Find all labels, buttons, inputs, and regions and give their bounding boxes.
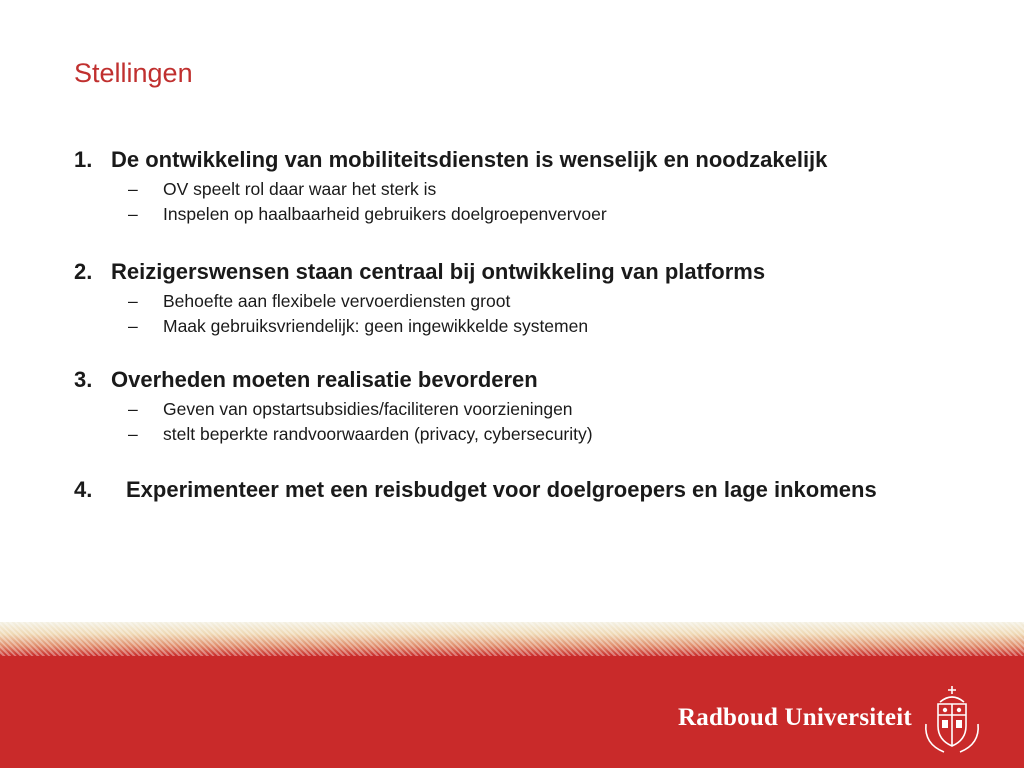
- radboud-seal-icon: [918, 680, 986, 756]
- sub-point: – Geven van opstartsubsidies/faciliteren voorzieningen: [128, 399, 573, 419]
- sub-point: – Maak gebruiksvriendelijk: geen ingewikkelde systemen: [128, 316, 589, 336]
- sub-point: – Behoefte aan flexibele vervoerdiensten groot: [128, 291, 511, 311]
- statement-number: 2.: [74, 259, 93, 284]
- statement-2: [74, 257, 974, 339]
- statement-text: Overheden moeten realisatie bevorderen: [111, 367, 538, 392]
- statements-list: [74, 145, 974, 505]
- statement-number: 3.: [74, 367, 93, 392]
- sub-point: – stelt beperkte randvoorwaarden (privacy, cybersecurity): [128, 424, 593, 444]
- statement-number: 1.: [74, 147, 93, 172]
- sub-point: – Inspelen op haalbaarheid gebruikers doelgroepenvervoer: [128, 204, 607, 224]
- slide-title: Stellingen: [74, 58, 193, 88]
- sub-point: – OV speelt rol daar waar het sterk is: [128, 179, 437, 199]
- statement-text: Experimenteer met een reisbudget voor doelgroepers en lage inkomens: [126, 477, 877, 502]
- statement-1: [74, 145, 974, 227]
- footer-stripes: [0, 622, 1024, 656]
- statement-text: De ontwikkeling van mobiliteitsdiensten is wenselijk en noodzakelijk: [111, 147, 828, 172]
- statement-number: 4.: [74, 477, 93, 502]
- statement-3: [74, 365, 974, 447]
- statement-text: Reizigerswensen staan centraal bij ontwikkeling van platforms: [111, 259, 766, 284]
- statement-4: [74, 475, 974, 505]
- brand-name: Radboud Universiteit: [678, 704, 912, 731]
